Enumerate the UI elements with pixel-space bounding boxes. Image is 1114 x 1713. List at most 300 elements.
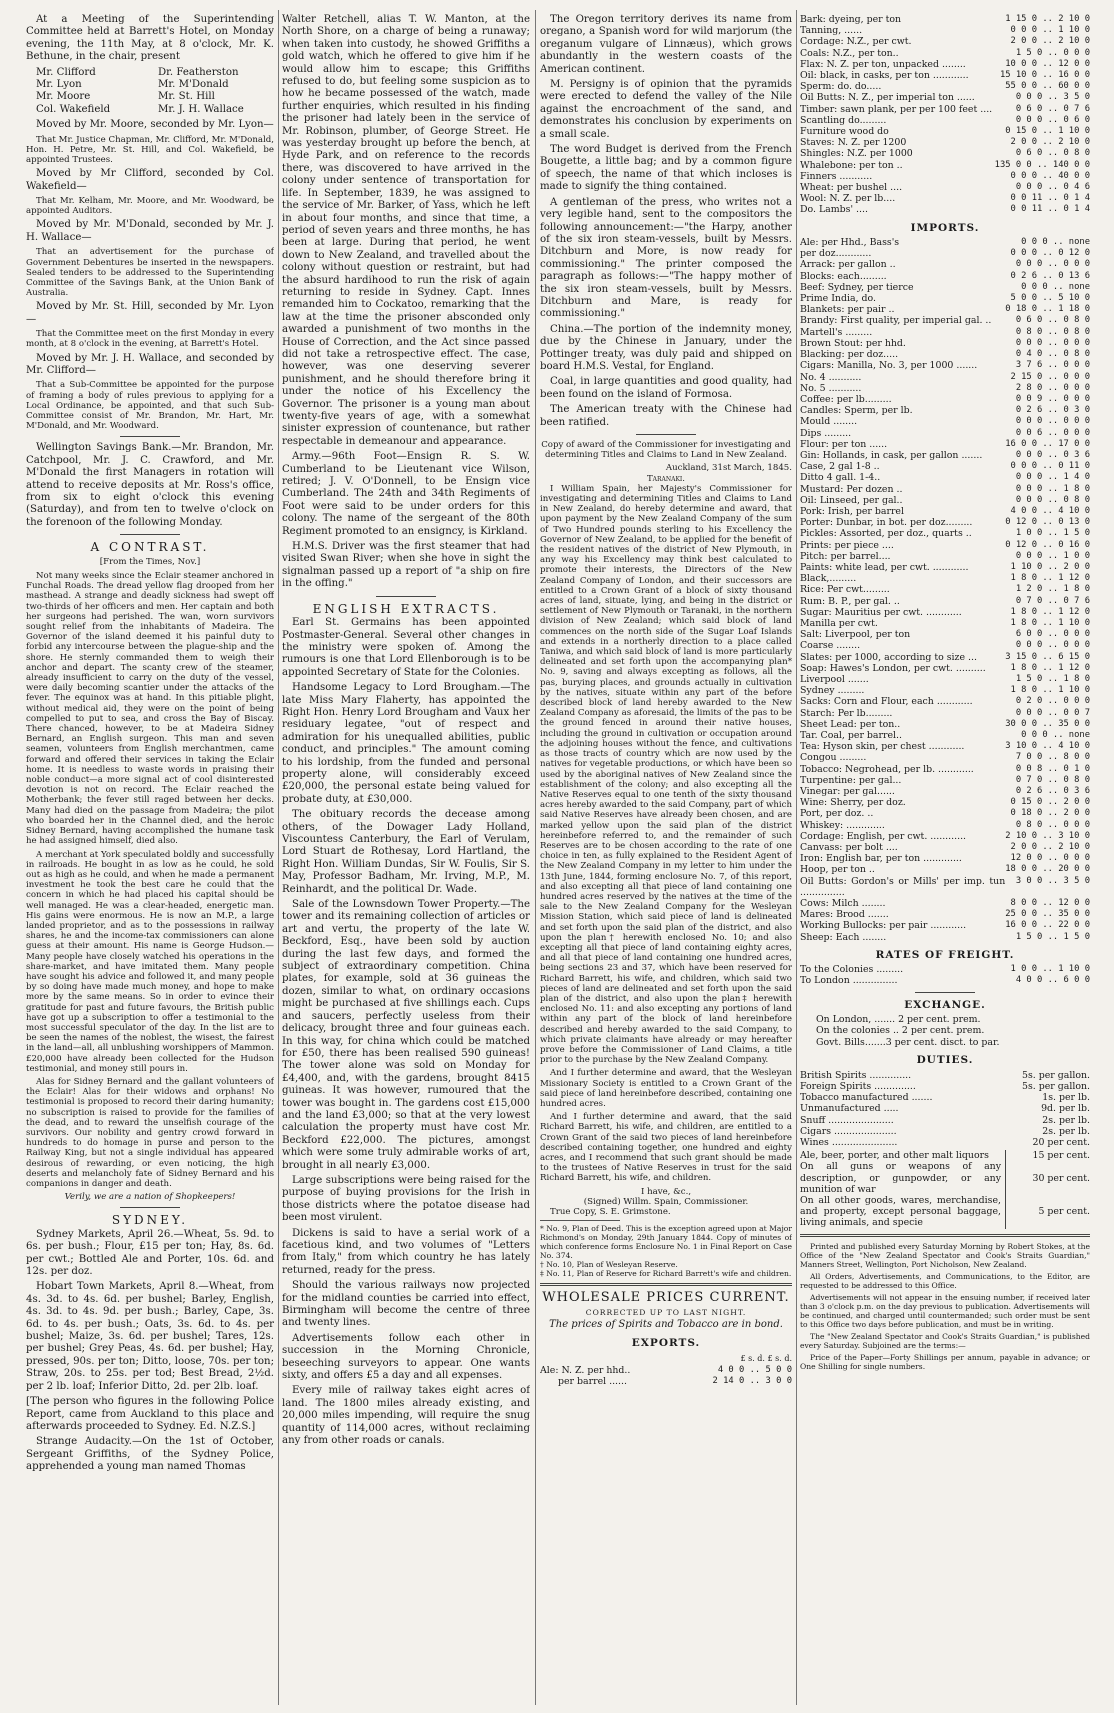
item-name: Unmanufactured ..... xyxy=(800,1103,899,1115)
item-price: 2s. per lb. xyxy=(1042,1114,1090,1126)
item-name: Gin: Hollands, in cask, per gallon ....... xyxy=(800,449,983,461)
item-price: 1 8 0 .. 1 12 0 xyxy=(1010,606,1090,617)
table-row xyxy=(800,36,1090,47)
item-price: 135 0 0 .. 140 0 0 xyxy=(994,159,1090,170)
table-row xyxy=(800,70,1090,81)
item-name: Cordage: English, per cwt. ............ xyxy=(800,830,967,842)
item-name: Pitch: per barrel.... xyxy=(800,550,891,562)
item-price: 2 8 0 .. 0 0 0 xyxy=(1015,382,1090,393)
table-row xyxy=(800,528,1090,539)
footnote: ‡ No. 11, Plan of Reserve for Richard Barrett's wife and children. xyxy=(540,1269,792,1279)
award-date: Auckland, 31st March, 1845. xyxy=(665,463,792,474)
duties-bracketed xyxy=(800,1150,1090,1228)
member: Col. Wakefield xyxy=(36,103,111,115)
table-row xyxy=(540,1365,792,1376)
exports-table xyxy=(800,14,1090,216)
item-name: No. 4 ........... xyxy=(800,371,862,383)
table-row xyxy=(800,864,1090,875)
table-row xyxy=(800,171,1090,182)
item-name: Snuff ...................... xyxy=(800,1114,894,1126)
member: Mr. Lyon xyxy=(36,79,82,91)
item-name: Port, per doz. .. xyxy=(800,808,874,820)
item-price: 0 0 9 .. 0 0 0 xyxy=(1015,393,1090,404)
item-price: 0 0 11 .. 0 1 4 xyxy=(1010,204,1090,215)
item-price: 1 8 0 .. 1 10 0 xyxy=(1010,685,1090,696)
item-price: 0 0 0 .. 0 11 0 xyxy=(1010,461,1090,472)
item-price: 2 15 0 .. 0 0 0 xyxy=(1010,371,1090,382)
item-price: 0 2 6 .. 0 3 6 xyxy=(1015,786,1090,797)
item-price: 4 0 0 .. 4 10 0 xyxy=(1010,505,1090,516)
item-price: 0 0 0 .. 0 3 6 xyxy=(1015,449,1090,460)
table-row xyxy=(800,540,1090,551)
item-price: 0 0 0 .. none xyxy=(1021,730,1090,740)
item-price: 0 18 0 .. 2 0 0 xyxy=(1010,808,1090,819)
item-name: Arrack: per gallon .. xyxy=(800,259,896,271)
item-name: Hoop, per ton .. xyxy=(800,864,875,876)
item-price: 1 5 0 .. 1 8 0 xyxy=(1015,673,1090,684)
item-name: Tar. Coal, per barrel.. xyxy=(800,730,902,741)
table-row xyxy=(800,428,1090,439)
motion: Moved by Mr. Moore, seconded by Mr. Lyon— xyxy=(36,119,274,131)
table-row xyxy=(800,193,1090,204)
table-row xyxy=(800,137,1090,148)
item-price: 0 0 0 .. 3 5 0 xyxy=(1015,92,1090,103)
item-price: 25 0 0 .. 35 0 0 xyxy=(1005,909,1090,920)
table-row xyxy=(800,349,1090,360)
item-name: Sperm: do. do..... xyxy=(800,81,882,93)
item-name: Brandy: First quality, per imperial gal. .. xyxy=(800,315,992,327)
column-2 xyxy=(282,14,530,1704)
item-price: 1 0 0 .. 1 5 0 xyxy=(1015,528,1090,539)
award-paragraph: And I further determine and award, that the Wesleyan Missionary Society is entitled to a Crown Grant of the said piece of land hereinbefore described, containing one hundred acres. xyxy=(540,1068,792,1109)
table-row xyxy=(800,126,1090,137)
contrast-closing: Verily, we are a nation of Shopkeepers! xyxy=(64,1192,236,1203)
table-row xyxy=(800,964,1090,975)
item-price: 0 0 0 .. 0 6 0 xyxy=(1015,114,1090,125)
item-price: 0 0 6 .. 0 0 0 xyxy=(1015,427,1090,438)
item-name: British Spirits .............. xyxy=(800,1069,912,1081)
news-paragraph: M. Persigny is of opinion that the pyramids were erected to defend the valley of the Nile against the encroachment of the sand, and demonstrates his conclusion by experiments on a small scale. xyxy=(540,79,792,140)
item-price: 4 0 0 .. 5 0 0 xyxy=(717,1365,792,1376)
item-name: Shingles: N.Z. per 1000 xyxy=(800,148,913,160)
table-row xyxy=(800,797,1090,808)
motion: Moved by Mr. M'Donald, seconded by Mr. J. H. Wallace— xyxy=(26,219,274,243)
column-rule xyxy=(796,10,797,1705)
imports-table xyxy=(800,237,1090,943)
table-row xyxy=(800,383,1090,394)
imports-heading: IMPORTS. xyxy=(910,221,980,234)
item-name: Paints: white lead, per cwt. ............ xyxy=(800,561,969,573)
imprint: Advertisements will not appear in the ensuing number, if received later than 3 o'clock p.m. on the day previous to publication. Advertisements will be continued, and charged until countermanded; such order must be sent to this Office two days before publication, and must be in writing. xyxy=(800,1292,1090,1329)
item-price: 0 8 0 .. 0 8 0 xyxy=(1015,326,1090,337)
item-name: Vinegar: per gal...... xyxy=(800,786,895,798)
item-name: Salt: Liverpool, per ton xyxy=(800,629,911,641)
item-price: 2 14 0 .. 3 0 0 xyxy=(712,1376,792,1387)
motion: Moved by Mr. St. Hill, seconded by Mr. Lyon— xyxy=(26,301,274,325)
item-price: 0 2 6 .. 0 13 6 xyxy=(1010,270,1090,281)
meeting-intro: At a Meeting of the Superintending Committee held at Barrett's Hotel, on Monday evening, the 11th May, at 8 o'clock, Mr. K. Bethune, in the chair, present xyxy=(26,14,274,63)
wholesale-heading: WHOLESALE PRICES CURRENT. xyxy=(542,1290,790,1306)
table-row xyxy=(800,1070,1090,1081)
duties-table xyxy=(800,1070,1090,1148)
item-name: Coals: N.Z., per ton.. xyxy=(800,47,899,59)
item-price: 0 0 0 .. 1 10 0 xyxy=(1010,25,1090,36)
item-price: 3 7 6 .. 0 0 0 xyxy=(1015,360,1090,371)
item-price: 2 0 0 .. 2 10 0 xyxy=(1010,842,1090,853)
duty-item: Ale, beer, porter, and other malt liquors xyxy=(800,1150,1006,1161)
item-price: 0 0 0 .. 0 4 6 xyxy=(1015,182,1090,193)
divider xyxy=(800,1234,1090,1237)
item-name: Prime India, do. xyxy=(800,293,876,305)
item-name: Brown Stout: per hhd. xyxy=(800,337,906,349)
table-row xyxy=(800,562,1090,573)
item-price: 0 0 0 .. none xyxy=(1021,281,1090,292)
item-price: 1 10 0 .. 2 0 0 xyxy=(1010,561,1090,572)
table-row xyxy=(800,764,1090,775)
item-name: Coffee: per lb......... xyxy=(800,393,892,405)
duty-item: On all other goods, wares, merchandise, and property, except personal baggage, living animals, and specie xyxy=(800,1195,1006,1229)
item-price: 2 0 0 .. 2 10 0 xyxy=(1010,36,1090,47)
imprint: The "New Zealand Spectator and Cook's Straits Guardian," is published every Saturday. Subjoined are the terms:— xyxy=(800,1331,1090,1350)
item-name: Manilla per cwt. xyxy=(800,617,878,629)
item-name: Flour: per ton ...... xyxy=(800,438,888,450)
table-row xyxy=(800,472,1090,483)
item-name: Canvass: per bolt .... xyxy=(800,842,898,854)
driver-notice: H.M.S. Driver was the first steamer that had visited Swan River; when she hove in sight the signalman passed up a report of "a ship on fire in the offing." xyxy=(282,541,530,590)
footnote: * No. 9, Plan of Deed. This is the exception agreed upon at Major Richmond's on Monday, 29th January 1844. Copy of minutes of which conference forms Enclosure No. 1 in Final Report on Case No. 374. xyxy=(540,1224,792,1261)
item-name: Sugar: Mauritius per cwt. ............ xyxy=(800,606,962,618)
resolution: That Mr. Kelham, Mr. Moore, and Mr. Woodward, be appointed Auditors. xyxy=(26,196,274,217)
item-name: per doz............ xyxy=(800,248,872,260)
item-name: Oil Butts: Gordon's or Mills' per imp. tun ............... xyxy=(800,875,1006,898)
item-name: Tea: Hyson skin, per chest ............ xyxy=(800,741,965,753)
item-name: Case, 2 gal 1-8 .. xyxy=(800,461,880,473)
item-price: 0 18 0 .. 1 18 0 xyxy=(1005,304,1090,315)
award-paragraph: I William Spain, her Majesty's Commissioner for investigating and determining Titles and Claims to Land in New Zealand, do hereby determine and award, that upon payment by the New Zealand Company of the sum of Two Hundred pounds sterling to his Excellency the Governor of New Zealand, to be applied for the benefit of the resident natives of the district of New Plymouth, in any way his Excellency may think best calculated to promote their interests, the Directors of the New Zealand Company of London, and their successors are entitled to a Crown Grant of a block of sixty thousand acres of land, situate, lying, and being in the district or settlement of New Plymouth or Taranaki, in the northern division of New Zealand; which said block of land commences on the north side of the Sugar Loaf Islands and extends in a northerly direction to a place called Taniwa, and which said block of land is more particularly delineated and set forth upon the accompanying plan* No. 9, saving and always excepting as follows, all the pas, burying places, and grounds actually in cultivation by the natives, situate within any part of the before described block of land hereby awarded to the New Zealand Company as aforesaid, the limits of the pas to be the ground fenced in around their native houses, including the ground in cultivation or occupation around the adjoining houses without the fence, and cultivations as those tracts of country which are now used by the natives for vegetable productions, or which have been so used by the aboriginal natives of New Zealand since the establishment of the colony; and also excepting all the Native Reserves equal to one tenth of the sixty thousand acres hereby awarded to the said Company, part of which said Native Reserves have already been chosen, and are marked yellow upon the said plan of the district hereinbefore referred to, and the remainder of such Reserves are to be chosen according to the rate of one choice in ten, as fully explained to the Resident Agent of the New Zealand Company in my letter to him under the 13th June, 1844, forming enclosure No. 7, of this report, and also excepting all that piece of land containing one hundred acres reserved by the natives at the time of the sale to the New Zealand Company for the Wesleyan Mission Station, which said piece of land is delineated and set forth upon the said plan of the district, and also upon the plan† herewith enclosed No. 10; and also excepting all that piece of land containing eighty acres, and all that piece of land containing one hundred acres, being sections 23 and 37, which have been reserved for Richard Barrett, his wife, and children, which said two pieces of land are delineated and set forth upon the said plan of the district, and also upon the plan‡ herewith enclosed No. 11: and also excepting any portions of land within any part of the block of land hereinbefore described and hereby awarded to the said Company, to which private claimants have already or may hereafter prove before the Commissioner of Land Claims, a title prior to the purchase by the New Zealand Company. xyxy=(540,483,792,1066)
award-paragraph: And I further determine and award, that the said Richard Barrett, his wife, and children, are entitled to a Crown Grant of the said two pieces of land hereinbefore described containing together, one hundred and eighty acres, and I recommend that such grant should be made to the trustees of Native Reserves in trust for the said Richard Barrett, his wife, and children. xyxy=(540,1112,792,1184)
table-row xyxy=(800,372,1090,383)
motion: Moved by Mr. J. H. Wallace, and seconded by Mr. Clifford— xyxy=(26,352,274,376)
table-row xyxy=(800,652,1090,663)
table-row xyxy=(800,898,1090,909)
table-row xyxy=(800,1126,1090,1137)
table-row xyxy=(800,405,1090,416)
exports-table-start xyxy=(540,1365,792,1387)
item-name: Rice: Per cwt......... xyxy=(800,584,890,596)
freight-table xyxy=(800,964,1090,986)
item-name: Liverpool ....... xyxy=(800,673,869,685)
police-report: Walter Retchell, alias T. W. Manton, at the North Shore, on a charge of being a runaway; when taken into custody, he showed Griffiths a gold watch, which he offered to give him if he would allow him to escape; this Griffiths refused to do, but feeling some suspicion as to how he became possessed of the watch, made further enquiries, which resulted in his finding the prisoner had lately been in the service of Mr. Robinson, plumber, of George Street. He was yesterday brought up before the bench, at Hyde Park, and on reference to the records there, was discovered to have arrived in the colony under sentence of transportation for life. In September, 1839, he was assigned to the service of Mr. Barker, of Yass, which he left in about four months, and since that time, a period of seven years and three months, he has been at large. During that period, he went down to New Zealand, and travelled about the colony without question or restraint, but had the absurd hardihood to run the risk of again returning to reside in Sydney. Capt. Innes remanded him to Cockatoo, remarking that the law at the time the prisoner absconded only awarded a punishment of two months in the House of Correction, and the Act since passed did not take a retrospective effect. The case, however, was one deserving severer punishment, and he should therefore bring it under the notice of his Excellency the Governor. The prisoner is a young man about twenty-five years of age, with a somewhat sinister expression of countenance, but rather respectable in demeanour and appearance. xyxy=(282,14,530,447)
item-price: 0 0 0 .. 0 0 0 xyxy=(1015,259,1090,270)
table-row xyxy=(800,696,1090,707)
table-row xyxy=(800,327,1090,338)
item-price: 55 0 0 .. 60 0 0 xyxy=(1005,81,1090,92)
item-name: Soap: Hawes's London, per cwt. .......... xyxy=(800,662,986,674)
item-price: 2 10 0 .. 3 10 0 xyxy=(1005,830,1090,841)
table-row xyxy=(800,820,1090,831)
news-paragraph: China.—The portion of the indemnity money, due by the Chinese in January, under the Pottinger treaty, was duly paid and shipped on board H.M.S. Vestal, for England. xyxy=(540,323,792,372)
award-title: Copy of award of the Commissioner for investigating and determining Titles and Claims to Land in New Zealand. xyxy=(541,440,791,461)
item-price: 15 10 0 .. 16 0 0 xyxy=(999,70,1090,81)
table-row xyxy=(800,1092,1090,1103)
item-name: Blocks: each......... xyxy=(800,270,887,282)
table-row xyxy=(800,484,1090,495)
exchange-list xyxy=(800,1014,1090,1048)
imprint: Price of the Paper—Forty Shillings per annum, payable in advance; or One Shilling for single numbers. xyxy=(800,1352,1090,1371)
item-price: 0 0 0 .. 0 12 0 xyxy=(1010,248,1090,259)
news-paragraph: The American treaty with the Chinese had been ratified. xyxy=(540,404,792,428)
table-row xyxy=(800,248,1090,259)
item-name: Finners ........... xyxy=(800,170,873,182)
member: Dr. Featherston xyxy=(158,66,239,78)
item-price: 2s. per lb. xyxy=(1042,1125,1090,1137)
exports-heading: EXPORTS. xyxy=(631,1337,701,1350)
table-row xyxy=(800,394,1090,405)
item-name: Porter: Dunbar, in bot. per doz......... xyxy=(800,517,973,529)
item-name: Tobacco manufactured ....... xyxy=(800,1092,933,1104)
table-row xyxy=(800,517,1090,528)
item-name: To London ............... xyxy=(800,975,898,987)
member: Mr. M'Donald xyxy=(158,79,229,91)
table-row xyxy=(800,315,1090,326)
extract-paragraph: Advertisements follow each other in succession in the Morning Chronicle, beseeching surveyors to appear. One wants sixty, and offers £5 a day and all expenses. xyxy=(282,1332,530,1382)
item-price: 2 0 0 .. 2 10 0 xyxy=(1010,137,1090,148)
footnote-rule xyxy=(540,1220,620,1221)
item-name: Congou ......... xyxy=(800,752,867,764)
table-row xyxy=(800,59,1090,70)
item-name: Turpentine: per gal... xyxy=(800,774,902,786)
member: Mr. Moore xyxy=(36,91,91,103)
extract-paragraph: Earl St. Germains has been appointed Postmaster-General. Several other changes in the ministry were spoken of. Among the rumours is one that Lord Ellenborough is to be appointed Secretary of State for the Colonies. xyxy=(282,617,530,678)
table-row xyxy=(800,495,1090,506)
item-name: Sydney ......... xyxy=(800,685,865,697)
imprint: Printed and published every Saturday Morning by Robert Stokes, at the Office of the "New Zealand Spectator and Cook's Straits Guardian," Manners Street, Wellington, Port Nicholson, New Zealand. xyxy=(800,1241,1090,1269)
exchange-heading: EXCHANGE. xyxy=(904,998,986,1011)
item-price: 3 10 0 .. 4 10 0 xyxy=(1005,741,1090,752)
item-name: Dips ......... xyxy=(800,427,852,439)
item-price: 4 0 0 .. 6 0 0 xyxy=(1015,975,1090,986)
table-row xyxy=(800,360,1090,371)
freight-heading: RATES OF FREIGHT. xyxy=(875,948,1015,961)
table-row xyxy=(800,115,1090,126)
item-price: 3 0 0 .. 3 5 0 xyxy=(1015,875,1090,886)
item-name: Tanning, ...... xyxy=(800,25,863,37)
item-name: Mould ........ xyxy=(800,416,858,428)
table-row xyxy=(800,573,1090,584)
contrast-heading: A CONTRAST. xyxy=(90,540,210,555)
exchange-rate: On London, ....... 2 per cent. prem. xyxy=(816,1014,981,1026)
resolution: That an advertisement for the purchase of Government Debentures be inserted in the newspapers. Sealed tenders to be addressed to the Superintending Committee of the Savings Bank, at the Union Bank of Australia. xyxy=(26,247,274,299)
item-name: Cigars: Manilla, No. 3, per 1000 ....... xyxy=(800,360,978,372)
table-row xyxy=(800,259,1090,270)
item-price: 1 8 0 .. 1 10 0 xyxy=(1010,617,1090,628)
table-row xyxy=(800,1081,1090,1092)
item-name: Oil: Linseed, per gal.. xyxy=(800,494,903,506)
table-row xyxy=(800,584,1090,595)
member: Mr. St. Hill xyxy=(158,91,215,103)
divider xyxy=(120,436,180,437)
item-price: 0 8 0 .. 0 0 0 xyxy=(1015,819,1090,830)
extract-paragraph: Large subscriptions were being raised for the purpose of buying provisions for the Irish in those districts where the potatoe disease had been most virulent. xyxy=(282,1174,530,1224)
table-row xyxy=(800,160,1090,171)
divider xyxy=(540,1283,792,1286)
item-name: Pickles: Assorted, per doz., quarts .. xyxy=(800,528,972,540)
item-price: 1 8 0 .. 1 12 0 xyxy=(1010,573,1090,584)
item-name: Foreign Spirits .............. xyxy=(800,1080,916,1092)
table-row xyxy=(800,506,1090,517)
item-price: 16 0 0 .. 22 0 0 xyxy=(1005,920,1090,931)
item-name: Slates: per 1000, according to size ... xyxy=(800,651,977,663)
item-name: Rum: B. P., per gal. .. xyxy=(800,595,900,607)
item-price: 0 4 0 .. 0 8 0 xyxy=(1015,349,1090,360)
table-row xyxy=(800,831,1090,842)
item-name: Cows: Milch ........ xyxy=(800,898,886,910)
duties-heading: DUTIES. xyxy=(916,1054,974,1067)
item-name: Timber: sawn plank, per per 100 feet .... xyxy=(800,103,993,115)
item-price: 0 0 0 .. 1 4 0 xyxy=(1015,472,1090,483)
item-price: 12 0 0 .. 0 0 0 xyxy=(1010,853,1090,864)
item-name: Furniture wood do xyxy=(800,126,889,138)
member: Mr. Clifford xyxy=(36,66,96,78)
footnote: † No. 10, Plan of Wesleyan Reserve. xyxy=(540,1260,678,1270)
table-row xyxy=(800,551,1090,562)
table-row xyxy=(800,1115,1090,1126)
table-row xyxy=(800,1150,1090,1161)
item-name: Cigars ..................... xyxy=(800,1125,897,1137)
exchange-rate: Govt. Bills.......3 per cent. disct. to par. xyxy=(816,1036,1000,1048)
item-price: 5s. per gallon. xyxy=(1022,1069,1090,1081)
table-row xyxy=(800,416,1090,427)
resolution: That Mr. Justice Chapman, Mr. Clifford, Mr. M'Donald, Hon. H. Petre, Mr. St. Hill, and Col. Wakefield, be appointed Trustees. xyxy=(26,134,274,166)
table-row xyxy=(800,909,1090,920)
item-price: 1 5 0 .. 0 0 0 xyxy=(1015,47,1090,58)
item-price: 10 0 0 .. 12 0 0 xyxy=(1005,58,1090,69)
resolution: That the Committee meet on the first Monday in every month, at 8 o'clock in the evening, at Barrett's Hotel. xyxy=(26,329,274,350)
table-row xyxy=(800,975,1090,986)
table-row xyxy=(800,148,1090,159)
item-name: Ditto 4 gall. 1-4.. xyxy=(800,472,881,484)
item-price: 6 0 0 .. 0 0 0 xyxy=(1015,629,1090,640)
table-row xyxy=(800,685,1090,696)
item-name: Candles: Sperm, per lb. xyxy=(800,405,913,417)
table-row xyxy=(800,104,1090,115)
item-name: Sheet Lead: per ton.. xyxy=(800,718,901,730)
contrast-source: [From the Times, Nov.] xyxy=(99,556,201,567)
item-price: 0 12 0 .. 0 13 0 xyxy=(1005,517,1090,528)
item-price: 0 2 0 .. 0 0 0 xyxy=(1015,696,1090,707)
item-name: Black,......... xyxy=(800,573,857,585)
item-name: Starch: Per lb......... xyxy=(800,707,893,719)
column-1 xyxy=(26,14,274,1704)
table-row xyxy=(540,1376,792,1387)
item-price: 0 15 0 .. 1 10 0 xyxy=(1005,126,1090,137)
table-row xyxy=(800,853,1090,864)
table-row xyxy=(800,808,1090,819)
item-name: Prints: per piece .... xyxy=(800,539,894,551)
table-row xyxy=(800,741,1090,752)
table-row xyxy=(800,338,1090,349)
item-name: Tobacco: Negrohead, per lb. ............ xyxy=(800,763,974,775)
item-name: To the Colonies ......... xyxy=(800,964,904,976)
members-list xyxy=(26,67,274,117)
item-name: Ale: per Hhd., Bass's xyxy=(800,237,900,249)
motion: Moved by Mr Clifford, seconded by Col. Wakefield— xyxy=(26,168,274,192)
member: Mr. J. H. Wallace xyxy=(158,103,244,115)
item-name: Mustard: Per dozen .. xyxy=(800,483,903,495)
contrast-paragraph: Alas for Sidney Bernard and the gallant volunteers of the Eclair! Alas for their widows and orphans! No testimonial is proposed to record their daring humanity; no subscription is raised to provide for the families of the dead, and to reward the unselfish courage of the survivors. Our nobility and gentry crowd forward in hundreds to do homage in purse and person to the Railway King, but not a single individual has appeared desirous of rewarding, or even noticing, the high deserts and melancholy fate of Sidney Bernard and his companions in danger and death. xyxy=(26,1076,274,1189)
table-row xyxy=(800,708,1090,719)
item-price: 3 15 0 .. 6 15 0 xyxy=(1005,651,1090,662)
award-sign-off: I have, &c., xyxy=(640,1186,692,1197)
resolution: That a Sub-Committee be appointed for the purpose of framing a body of rules previous to applying for a Local Ordinance, be appointed, and that such Sub-Committee consist of Mr. Brandon, Mr. Hart, Mr. M'Donald, and Mr. Woodward. xyxy=(26,380,274,432)
item-name: Flax: N. Z. per ton, unpacked ........ xyxy=(800,58,966,70)
table-row xyxy=(800,92,1090,103)
item-name: Wine: Sherry, per doz. xyxy=(800,797,906,809)
wholesale-subheading: CORRECTED UP TO LAST NIGHT. xyxy=(585,1307,747,1317)
news-paragraph: A gentleman of the press, who writes not a very legible hand, sent to the compositors the following announcement:—"the Harpy, another of the six iron steam-vessels, built by Messrs. Ditchburn and More, is now ready for commissioning." The printer composed the paragraph as follows:—"The happy mother of the six iron steam-vessels, built by Messrs. Ditchburn and Mare, is ready for commissioning." xyxy=(540,196,792,320)
table-row xyxy=(800,932,1090,943)
table-row xyxy=(800,282,1090,293)
item-name: Beef: Sydney, per tierce xyxy=(800,281,914,293)
column-rule xyxy=(535,10,536,1705)
currency-header: £ s. d. £ s. d. xyxy=(740,1353,792,1363)
duty-rate: 5 per cent. xyxy=(1038,1206,1090,1218)
column-4 xyxy=(800,14,1090,1704)
extract-paragraph: Should the various railways now projected for the midland counties be carried into effect, Birmingham will become the centre of three and twenty lines. xyxy=(282,1280,530,1329)
news-paragraph: Coal, in large quantities and good quality, had been found on the island of Formosa. xyxy=(540,376,792,400)
item-price: 0 0 0 .. 0 0 0 xyxy=(1015,640,1090,651)
item-name: Whalebone: per ton .. xyxy=(800,159,903,171)
item-price: 0 2 6 .. 0 3 0 xyxy=(1015,405,1090,416)
editor-note: [The person who figures in the following Police Report, came from Auckland to this place and afterwards proceeded to Sydney. Ed. N.Z.S.] xyxy=(26,1396,274,1432)
table-row xyxy=(800,450,1090,461)
item-name: Working Bullocks: per pair ............ xyxy=(800,920,967,932)
item-price: 0 0 8 .. 0 1 0 xyxy=(1015,763,1090,774)
table-row xyxy=(800,596,1090,607)
contrast-paragraph: A merchant at York speculated boldly and successfully in railroads. He bought in as low as he could, he sold out as high as he could, and when he made a permanent investment he took the best care he could that the concern in which he had placed his capital should be well managed. He was a clear-headed, energetic man. His gains were enormous. He is now an M.P., a large landed proprietor, and as to the possessions in railway shares, he and the income-tax commissioners can alone guess at their amount. His name is George Hudson.—Many people have closely watched his operations in the share-market, and have imitated them. Many people have sought his advice and followed it, and many people by so doing have made much money, and hope to make more by the same means. So in order to evince their gratitude for past and future favours, the British public have got up a subscription to offer a testimonial to the most successful speculator of the day. In the list are to be seen the names of the noblest, the wisest, the fairest in the land—all, all unblushing worshippers of Mammon. £20,000 have already been collected for the Hudson testimonial, and money still pours in. xyxy=(26,849,274,1074)
item-price: 0 0 0 .. 1 0 0 xyxy=(1015,550,1090,561)
table-row xyxy=(800,775,1090,786)
item-price: 9d. per lb. xyxy=(1041,1103,1090,1115)
table-row xyxy=(800,663,1090,674)
item-price: 20 per cent. xyxy=(1032,1136,1090,1148)
table-row xyxy=(800,1195,1090,1229)
item-price: 1 15 0 .. 2 10 0 xyxy=(1005,14,1090,24)
table-row xyxy=(800,461,1090,472)
wholesale-note: The prices of Spirits and Tobacco are in bond. xyxy=(549,1319,783,1331)
strange-audacity: Strange Audacity.—On the 1st of October, Sergeant Griffiths, of the Sydney Police, apprehended a young man named Thomas xyxy=(26,1436,274,1473)
item-name: Cordage: N.Z., per cwt. xyxy=(800,36,912,48)
table-row xyxy=(800,786,1090,797)
item-name: Oil: black, in casks, per ton ............ xyxy=(800,70,969,82)
item-name: No. 5 ........... xyxy=(800,382,862,394)
item-name: Staves: N. Z. per 1200 xyxy=(800,137,907,149)
item-price: 0 0 0 .. 0 0 7 xyxy=(1015,707,1090,718)
table-row xyxy=(800,752,1090,763)
exchange-rate: On the colonies .. 2 per cent. prem. xyxy=(816,1025,985,1037)
item-name: Pork: Irish, per barrel xyxy=(800,505,904,517)
item-price: 30 0 0 .. 35 0 0 xyxy=(1005,718,1090,729)
item-price: 1s. per lb. xyxy=(1042,1092,1090,1104)
item-price: 5 0 0 .. 5 10 0 xyxy=(1010,293,1090,304)
divider xyxy=(915,992,975,993)
award-true-copy: True Copy, S. E. Grimstone. xyxy=(550,1207,671,1218)
item-name: Ale: N. Z. per hhd.. xyxy=(540,1365,631,1377)
savings-bank-notice: Wellington Savings Bank.—Mr. Brandon, Mr. Catchpool, Mr. J. C. Crawford, and Mr. M'Donald the first Managers in rotation will attend to receive deposits at Mr. Ross's office, from six to eight o'clock this evening (Saturday), and from ten to twelve o'clock on the forenoon of the following Monday. xyxy=(26,442,274,528)
item-name: Sacks: Corn and Flour, each ............ xyxy=(800,696,973,708)
extract-paragraph: Sale of the Lownsdown Tower Property.—The tower and its remaining collection of articles or art and vertu, the property of the late W. Beckford, Esq., have been sold by auction during the last few days, and formed the subject of extraordinary competition. China plates, for example, sold at 36 guineas the dozen, similar to what, on ordinary occasions might be purchased at five shillings each. Cups and saucers, perfectly useless from their delicacy, brought three and four guineas each. In this way, for china which could be matched for £50, there has been realised 590 guineas! The tower alone was sold on Monday for £4,400, and, with the gardens, brought 8415 guineas. It was however, rumoured that the tower was bought in. The gardens cost £15,000 and the land £3,000; so that at the very lowest calculation the property must have cost Mr. Beckford £22,000. The pictures, amongst which were some truly admirable works of art, brought in all nearly £3,000. xyxy=(282,899,530,1171)
table-row xyxy=(800,237,1090,248)
